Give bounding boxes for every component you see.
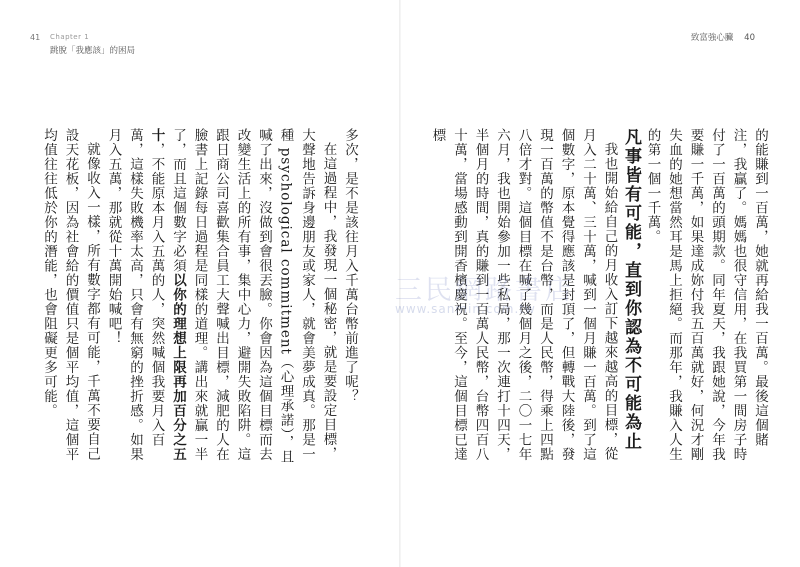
right-page-number: 40 (744, 33, 755, 43)
book-title-text: 致富強心臟 (690, 33, 734, 43)
left-paragraph-1: 多次，是不是該往月入千萬台幣前進了呢？ (342, 128, 358, 404)
left-page-number: 41 (30, 33, 41, 42)
right-paragraph-1: 的能賺到一百萬，她就再給我一百萬。最後這個賭注，我贏了。媽媽也很守信用，在我買第一間房子時付了一百萬的頭期款。同年夏天，我跟她說，今年我要賺一千萬，如果達成妳付我五百萬就好，何況才剛失血的她想當然耳是馬上拒絕。而那年，我賺入人生的第一個一千萬。 (644, 128, 768, 462)
right-paragraph-2: 我也開始給自己的月收入訂下越來越高的目標，從月入二十萬、三十萬，喊到一個月賺一百萬。到了這個數字，原本覺得應該是封頂了，但轉戰大陸後，發現一百萬的幣值不是台幣，而是人民幣，得乘上四點八倍才對。這個目標在喊了幾個月之後，二〇一七年六月，我也開始參加一些私局，那一次連打十四天，半個月的時間，真的賺到一百萬人民幣，台幣四百八十萬，當場感動到開香檳慶祝。至今，這個目標已達標 (429, 128, 618, 462)
section-heading: 凡事皆有可能，直到你認為不可能為止 (621, 128, 641, 451)
book-title (691, 31, 755, 43)
left-paragraph-3: 就像收入一樣，所有數字都有可能，千萬不要自己設天花板，因為社會給的價值只是個平均值，這個平均值往往低於你的潛能，也會阻礙更多可能。 (41, 128, 100, 462)
publisher-watermark (395, 268, 655, 318)
running-title: 跳脫「我應該」的困局 (50, 46, 136, 56)
chapter-label: Chapter 1 (50, 33, 90, 41)
left-paragraph-2: 在這過程中，我發現一個秘密，就是要設定目標，大聲地告訴身邊朋友或家人，就會美夢成真。那是一種 psychological commitment（心理承諾），且喊了出來，沒做到會很丟臉。你會因為這個目標而去改變生活上的所有事，集中心力，避開失敗陷阱。這跟日商公司喜歡集合員工大聲喊出目標，減肥的人在臉書上記錄每日過程是同樣的道理。講出來就贏一半了，而且這個數字必須以你的理想上限再加百分之五十，不能原本月入五萬的人，突然喊個我要月入百萬，這樣失敗機率太高，只會有無窮的挫折感。如果月入五萬，那就從十萬開始喊吧！ (105, 128, 337, 465)
watermark-text: 三民網路書店 (395, 275, 575, 306)
watermark-url: www.sanmin.com.tw (395, 302, 536, 316)
left-body-text (41, 128, 360, 468)
